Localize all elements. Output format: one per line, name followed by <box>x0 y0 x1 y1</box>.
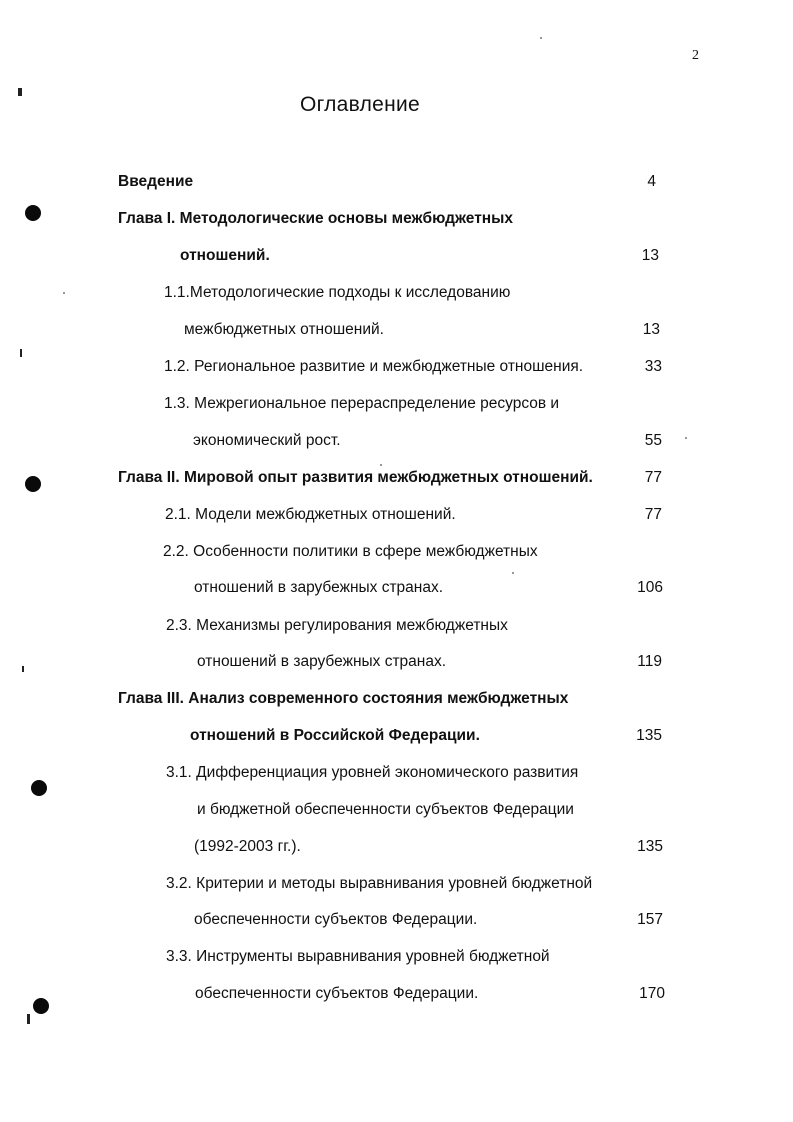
scan-speck <box>512 572 514 574</box>
toc-entry-page: 106 <box>637 579 663 596</box>
scan-speck <box>540 37 542 39</box>
toc-entry-text: 2.1. Модели межбюджетных отношений. <box>165 506 456 523</box>
toc-entry-page: 77 <box>644 469 662 486</box>
punch-hole <box>33 998 49 1014</box>
toc-entry-text-cont: отношений. <box>180 247 270 264</box>
toc-entry-text: 3.2. Критерии и методы выравнивания уровней бюджетной <box>166 875 593 892</box>
toc-entry-text-cont: отношений в зарубежных странах. <box>197 653 447 670</box>
toc-entry-text: Глава I. Методологические основы межбюджетных <box>118 210 514 227</box>
toc-entry-text-cont: отношений в Российской Федерации. <box>190 727 480 744</box>
scan-mark <box>27 1014 30 1024</box>
scan-speck <box>380 464 382 466</box>
toc-entry-text-cont: экономический рост. <box>193 432 341 449</box>
scan-speck <box>63 292 65 294</box>
toc-entry-text: 2.3. Механизмы регулирования межбюджетных <box>166 617 508 634</box>
toc-entry-text-cont: (1992-2003 гг.). <box>194 838 301 855</box>
toc-entry-text-cont: обеспеченности субъектов Федерации. <box>195 985 479 1002</box>
toc-entry-text-cont: отношений в зарубежных странах. <box>194 579 444 596</box>
toc-entry-page: 170 <box>639 985 665 1002</box>
toc-entry-text: 3.3. Инструменты выравнивания уровней бюджетной <box>166 948 550 965</box>
toc-entry-page: 13 <box>641 247 659 264</box>
scan-mark <box>20 349 22 357</box>
toc-entry-text: Введение <box>118 173 194 190</box>
toc-entry-text: 2.2. Особенности политики в сфере межбюджетных <box>163 543 538 560</box>
toc-entry-page: 119 <box>637 653 662 670</box>
toc-entry-page: 33 <box>644 358 662 375</box>
toc-entry-text: 3.1. Дифференциация уровней экономического развития <box>166 764 579 781</box>
toc-entry-page: 77 <box>644 506 662 523</box>
punch-hole <box>31 780 47 796</box>
toc-entry-text-cont: межбюджетных отношений. <box>184 321 384 338</box>
scan-speck <box>685 437 687 439</box>
toc-entry-text-cont: обеспеченности субъектов Федерации. <box>194 911 478 928</box>
scan-mark <box>22 666 24 672</box>
toc-entry-text: 1.3. Межрегиональное перераспределение ресурсов и <box>164 395 560 412</box>
toc-entry-text-cont: и бюджетной обеспеченности субъектов Федерации <box>197 801 574 818</box>
toc-entry-page: 4 <box>647 173 656 190</box>
toc-entry-page: 135 <box>636 727 662 744</box>
punch-hole <box>25 205 41 221</box>
page-number: 2 <box>692 48 699 63</box>
toc-entry-text: Глава III. Анализ современного состояния межбюджетных <box>118 690 569 707</box>
toc-entry-page: 13 <box>642 321 660 338</box>
toc-entry-text: Глава II. Мировой опыт развития межбюджетных отношений. <box>118 469 593 486</box>
page-title: Оглавление <box>299 93 421 116</box>
toc-entry-page: 135 <box>637 838 663 855</box>
toc-entry-text: 1.2. Региональное развитие и межбюджетные отношения. <box>164 358 584 375</box>
toc-entry-page: 157 <box>637 911 663 928</box>
punch-hole <box>25 476 41 492</box>
toc-entry-page: 55 <box>644 432 662 449</box>
toc-entry-text: 1.1.Методологические подходы к исследованию <box>164 284 511 301</box>
